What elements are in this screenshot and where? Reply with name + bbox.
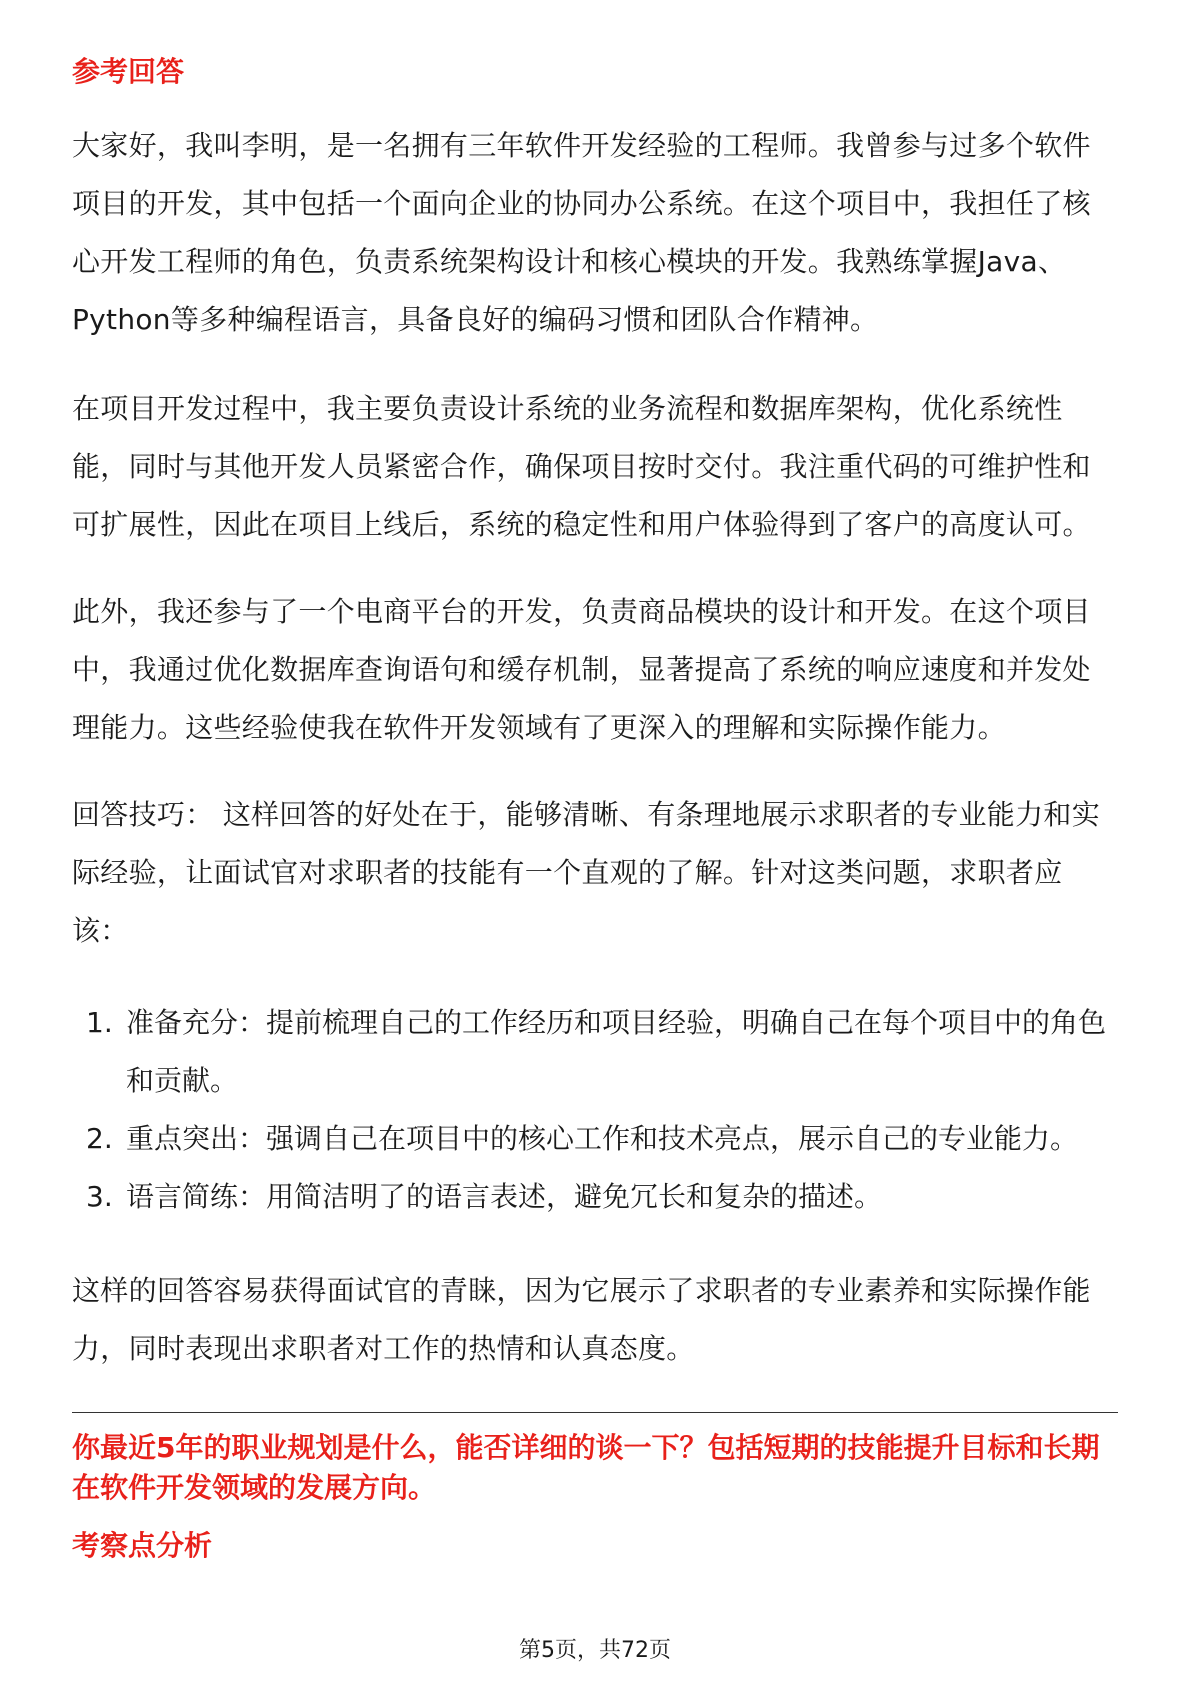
list-item: [72, 994, 1118, 1110]
section-divider: [72, 1412, 1118, 1413]
list-item-text: 重点突出：强调自己在项目中的核心工作和技术亮点，展示自己的专业能力。: [126, 1122, 1079, 1155]
list-item: [72, 1110, 1118, 1168]
list-number: 1.: [86, 1006, 113, 1039]
list-item-text: 准备充分：提前梳理自己的工作经历和项目经验，明确自己在每个项目中的角色和贡献。: [126, 1006, 1107, 1097]
document-page: [72, 0, 1118, 1684]
tips-list: [72, 994, 1118, 1226]
list-item-text: 语言简练：用简洁明了的语言表述，避免冗长和复杂的描述。: [126, 1180, 883, 1213]
process-paragraph: 在项目开发过程中，我主要负责设计系统的业务流程和数据库架构，优化系统性能，同时与其他开发人员紧密合作，确保项目按时交付。我注重代码的可维护性和可扩展性，因此在项目上线后，系统的稳定性和用户体验得到了客户的高度认可。: [72, 392, 1091, 541]
intro-paragraph: 大家好，我叫李明，是一名拥有三年软件开发经验的工程师。我曾参与过多个软件项目的开发，其中包括一个面向企业的协同办公系统。在这个项目中，我担任了核心开发工程师的角色，负责系统架构设计和核心模块的开发。我熟练掌握Java、Python等多种编程语言，具备良好的编码习惯和团队合作精神。: [72, 129, 1091, 336]
analysis-heading: 考察点分析: [72, 1529, 213, 1562]
reference-answer-heading: 参考回答: [72, 55, 185, 88]
list-item: [72, 1168, 1118, 1226]
tips-intro-paragraph: 回答技巧： 这样回答的好处在于，能够清晰、有条理地展示求职者的专业能力和实际经验，让面试官对求职者的技能有一个直观的了解。针对这类问题，求职者应该：: [72, 798, 1101, 947]
ecommerce-paragraph: 此外，我还参与了一个电商平台的开发，负责商品模块的设计和开发。在这个项目中，我通过优化数据库查询语句和缓存机制，显著提高了系统的响应速度和并发处理能力。这些经验使我在软件开发领域有了更深入的理解和实际操作能力。: [72, 595, 1091, 744]
page-number-footer: 第5页，共72页: [519, 1638, 671, 1663]
next-question-heading: 你最近5年的职业规划是什么，能否详细的谈一下？包括短期的技能提升目标和长期在软件开发领域的发展方向。: [72, 1431, 1100, 1504]
list-number: 3.: [86, 1180, 113, 1213]
list-number: 2.: [86, 1122, 113, 1155]
conclusion-paragraph: 这样的回答容易获得面试官的青睐，因为它展示了求职者的专业素养和实际操作能力，同时表现出求职者对工作的热情和认真态度。: [72, 1274, 1091, 1365]
